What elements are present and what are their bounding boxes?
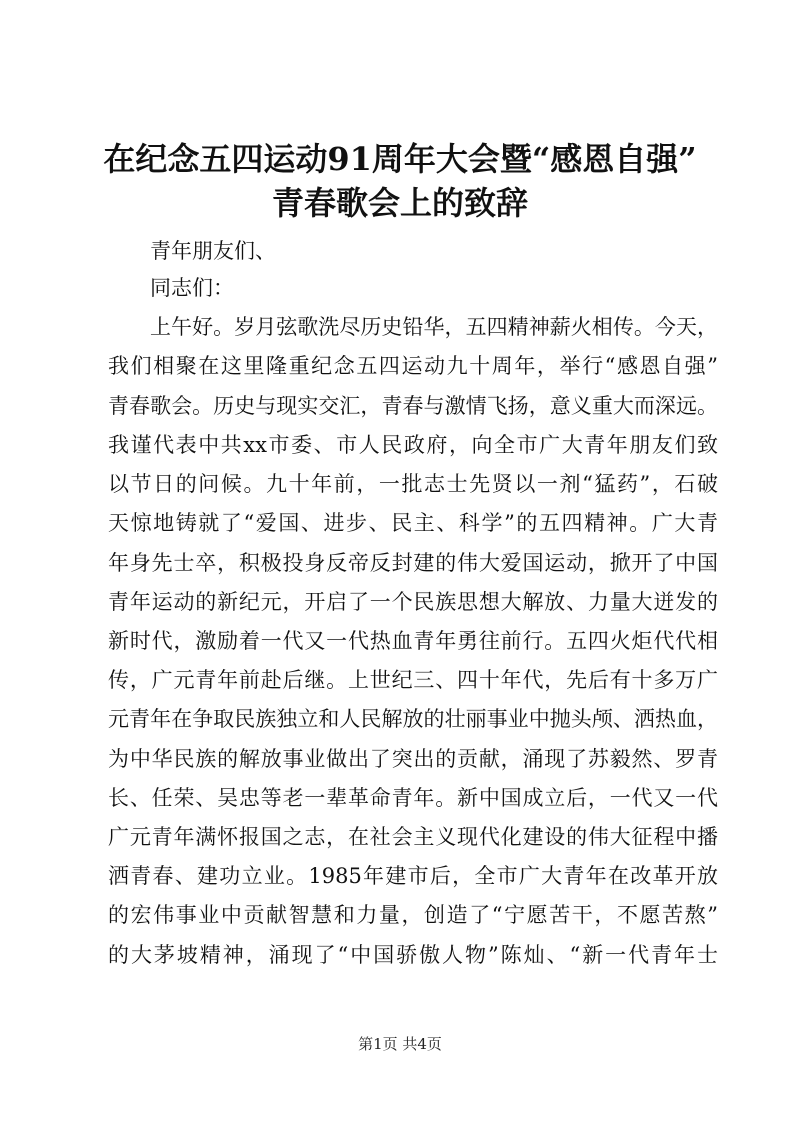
salutation-line: 同志们： bbox=[150, 276, 234, 300]
body-line: 洒青春、建功立业。1985年建市后，全市广大青年在改革开放 bbox=[108, 864, 718, 888]
body-line: 我谨代表中共xx市委、市人民政府，向全市广大青年朋友们致 bbox=[108, 433, 718, 457]
body-line: 广元青年满怀报国之志，在社会主义现代化建设的伟大征程中播 bbox=[108, 825, 718, 849]
body-line: 天惊地铸就了“爱国、进步、民主、科学”的五四精神。广大青 bbox=[108, 511, 718, 535]
body-line: 传，广元青年前赴后继。上世纪三、四十年代，先后有十多万广 bbox=[108, 668, 718, 692]
body-line: 我们相聚在这里隆重纪念五四运动九十周年，举行“感恩自强” bbox=[108, 354, 718, 378]
body-line: 青年运动的新纪元，开启了一个民族思想大解放、力量大迸发的 bbox=[108, 590, 718, 614]
body-line: 长、任荣、吴忠等老一辈革命青年。新中国成立后，一代又一代 bbox=[108, 786, 718, 810]
salutation-line: 青年朋友们、 bbox=[150, 239, 276, 263]
body-line: 元青年在争取民族独立和人民解放的壮丽事业中抛头颅、洒热血， bbox=[108, 707, 718, 731]
body-line: 的大茅坡精神，涌现了“中国骄傲人物”陈灿、“新一代青年士 bbox=[108, 943, 718, 967]
body-line: 为中华民族的解放事业做出了突出的贡献，涌现了苏毅然、罗青 bbox=[108, 747, 718, 771]
page-number-footer: 第1页 共4页 bbox=[358, 1035, 442, 1053]
body-line: 新时代，激励着一代又一代热血青年勇往前行。五四火炬代代相 bbox=[108, 629, 718, 653]
body-line: 年身先士卒，积极投身反帝反封建的伟大爱国运动，掀开了中国 bbox=[108, 551, 718, 575]
body-line: 上午好。岁月弦歌洗尽历史铅华，五四精神薪火相传。今天， bbox=[150, 315, 718, 339]
body-line: 的宏伟事业中贡献智慧和力量，创造了“宁愿苦干，不愿苦熬” bbox=[108, 903, 718, 927]
body-line: 以节日的问候。九十年前，一批志士先贤以一剂“猛药”，石破 bbox=[108, 472, 718, 496]
title-line-2: 青春歌会上的致辞 bbox=[271, 184, 528, 222]
body-line: 青春歌会。历史与现实交汇，青春与激情飞扬，意义重大而深远。 bbox=[108, 394, 718, 418]
title-line-1: 在纪念五四运动91周年大会暨“感恩自强” bbox=[103, 140, 697, 178]
